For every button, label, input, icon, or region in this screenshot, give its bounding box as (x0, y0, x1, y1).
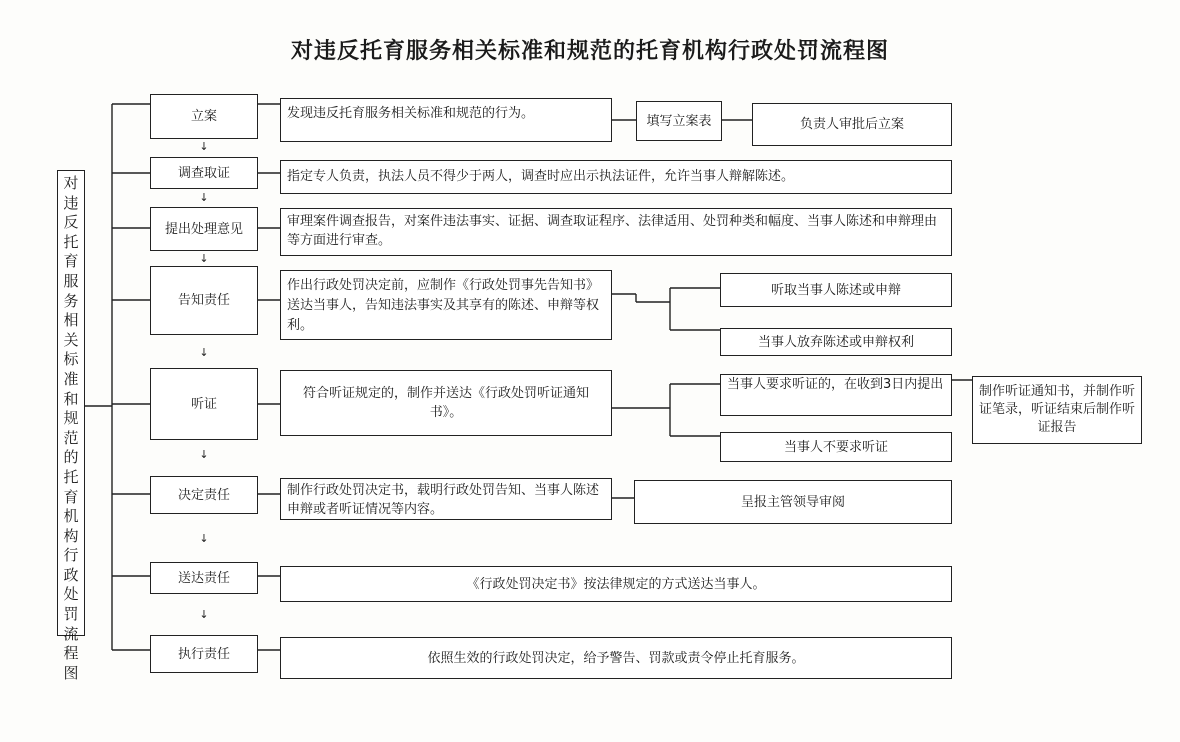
detail-box-hearing: 符合听证规定的，制作并送达《行政处罚听证通知书》。 (280, 370, 612, 436)
branch-request-hearing: 当事人要求听证的，在收到3日内提出 (720, 374, 952, 416)
detail-box-execution: 依照生效的行政处罚决定，给予警告、罚款或责令停止托育服务。 (280, 637, 952, 679)
flow-arrow: ↓ (199, 191, 209, 204)
detail-box-filing: 发现违反托育服务相关标准和规范的行为。 (280, 98, 612, 142)
detail-box-delivery: 《行政处罚决定书》按法律规定的方式送达当事人。 (280, 566, 952, 602)
branch-report-review: 呈报主管领导审阅 (634, 480, 952, 524)
step-box-decision: 决定责任 (150, 476, 258, 514)
detail-box-notification: 作出行政处罚决定前，应制作《行政处罚事先告知书》送达当事人，告知违法事实及其享有的陈述、申辩等权利。 (280, 270, 612, 340)
step-box-delivery: 送达责任 (150, 562, 258, 594)
branch-hearing-notice: 制作听证通知书，并制作听证笔录，听证结束后制作听证报告 (972, 376, 1142, 444)
branch-waive-statement: 当事人放弃陈述或申辩权利 (720, 328, 952, 356)
flow-arrow: ↓ (199, 252, 209, 265)
detail-box-decision: 制作行政处罚决定书，载明行政处罚告知、当事人陈述申辩或者听证情况等内容。 (280, 478, 612, 520)
branch-no-hearing: 当事人不要求听证 (720, 432, 952, 462)
step-box-notification: 告知责任 (150, 266, 258, 335)
step-box-execution: 执行责任 (150, 635, 258, 673)
flow-arrow: ↓ (199, 140, 209, 153)
flow-arrow: ↓ (199, 448, 209, 461)
step-box-filing: 立案 (150, 94, 258, 139)
branch-fill-form: 填写立案表 (636, 101, 722, 141)
branch-hear-statement: 听取当事人陈述或申辩 (720, 273, 952, 307)
branch-approve: 负责人审批后立案 (752, 103, 952, 146)
flow-arrow: ↓ (199, 346, 209, 359)
step-box-hearing: 听证 (150, 368, 258, 440)
side-label-text: 对 违 反 托 育 服 务 相 关 标 准 和 规 范 的 托 育 机 构 行 政 处 罚 流 程 图 (63, 174, 79, 682)
detail-box-opinion: 审理案件调查报告，对案件违法事实、证据、调查取证程序、法律适用、处罚种类和幅度、当事人陈述和申辩理由等方面进行审查。 (280, 208, 952, 256)
flow-arrow: ↓ (199, 532, 209, 545)
side-label (57, 170, 85, 682)
detail-box-investigation: 指定专人负责，执法人员不得少于两人，调查时应出示执法证件，允许当事人辩解陈述。 (280, 160, 952, 194)
step-box-investigation: 调查取证 (150, 157, 258, 189)
flow-arrow: ↓ (199, 608, 209, 621)
page-title: 对违反托育服务相关标准和规范的托育机构行政处罚流程图 (290, 38, 889, 64)
step-box-opinion: 提出处理意见 (150, 207, 258, 251)
